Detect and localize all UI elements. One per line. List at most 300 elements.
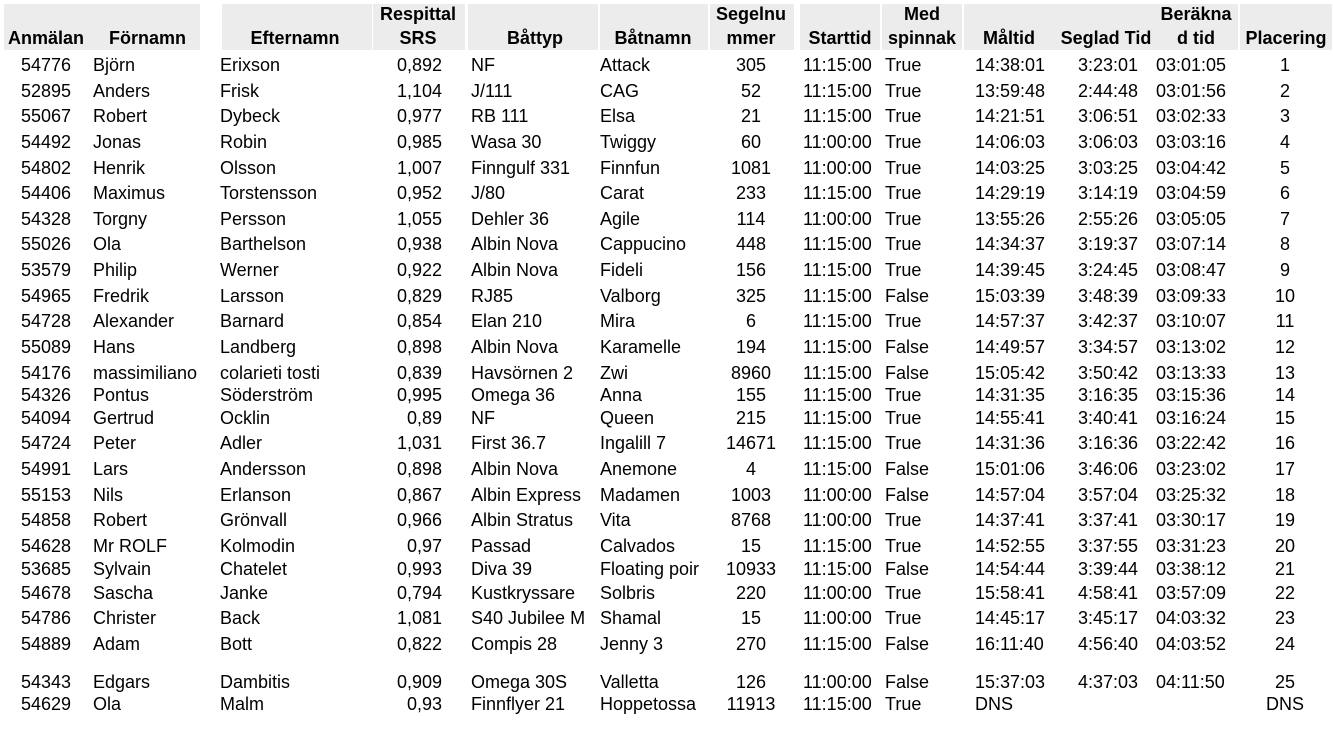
cell-srs: 1,081: [396, 608, 442, 628]
cell-segelnummer: 1081: [730, 158, 772, 178]
cell-starttid: 11:15:00: [803, 363, 872, 383]
cell-batnamn: Twiggy: [600, 132, 657, 152]
cell-spinnaker: False: [885, 459, 930, 479]
cell-efternamn: Dambitis: [220, 672, 291, 692]
cell-fornamn: Björn: [93, 55, 136, 75]
cell-spinnaker: True: [885, 311, 922, 331]
cell-starttid: 11:00:00: [803, 510, 872, 530]
cell-seglad-tid: 3:37:55: [1077, 536, 1138, 556]
cell-segelnummer: 220: [735, 583, 767, 603]
cell-batnamn: Ingalill 7: [600, 433, 667, 453]
cell-battyp: Havsörnen 2: [471, 363, 574, 383]
cell-starttid: 11:15:00: [803, 81, 872, 101]
cell-placering: DNS: [1265, 694, 1304, 714]
cell-srs: 0,952: [396, 183, 442, 203]
cell-maltid: 14:03:25: [975, 158, 1046, 178]
cell-efternamn: Werner: [220, 260, 279, 280]
cell-segelnummer: 52: [740, 81, 762, 101]
cell-starttid: 11:00:00: [803, 158, 872, 178]
cell-batnamn: CAG: [600, 81, 640, 101]
cell-battyp: NF: [471, 408, 495, 428]
table-row: [0, 54, 1333, 76]
cell-seglad-tid: 3:46:06: [1077, 459, 1138, 479]
cell-segelnummer: 126: [735, 672, 767, 692]
cell-placering: 4: [1279, 132, 1290, 152]
cell-beraknad-tid: 03:04:42: [1156, 158, 1227, 178]
cell-spinnaker: False: [885, 672, 930, 692]
cell-maltid: 14:45:17: [975, 608, 1046, 628]
cell-efternamn: Dybeck: [220, 106, 281, 126]
cell-spinnaker: False: [885, 337, 930, 357]
cell-starttid: 11:15:00: [803, 286, 872, 306]
cell-starttid: 11:00:00: [803, 608, 872, 628]
cell-spinnaker: True: [885, 234, 922, 254]
cell-batnamn: Mira: [600, 311, 635, 331]
table-row: [0, 671, 1333, 693]
cell-seglad-tid: 3:16:36: [1077, 433, 1138, 453]
cell-battyp: Albin Nova: [471, 260, 559, 280]
cell-maltid: 14:29:19: [975, 183, 1046, 203]
cell-batnamn: Floating poir: [600, 559, 700, 579]
cell-spinnaker: True: [885, 158, 922, 178]
cell-battyp: Finnflyer 21: [471, 694, 566, 714]
cell-batnamn: Anna: [600, 385, 643, 405]
cell-fornamn: Adam: [93, 634, 141, 654]
cell-maltid: 14:37:41: [975, 510, 1046, 530]
cell-placering: 5: [1279, 158, 1290, 178]
cell-srs: 0,995: [396, 385, 442, 405]
cell-fornamn: Edgars: [93, 672, 151, 692]
cell-efternamn: colarieti tosti: [220, 363, 321, 383]
cell-anmalan: 54991: [20, 459, 72, 479]
cell-batnamn: Elsa: [600, 106, 636, 126]
cell-anmalan: 53685: [20, 559, 72, 579]
cell-placering: 15: [1274, 408, 1296, 428]
cell-starttid: 11:15:00: [803, 459, 872, 479]
cell-starttid: 11:00:00: [803, 485, 872, 505]
header-spinnaker-top: Med: [904, 4, 940, 24]
cell-seglad-tid: 3:50:42: [1077, 363, 1138, 383]
cell-beraknad-tid: 03:01:05: [1156, 55, 1227, 75]
cell-seglad-tid: 3:03:25: [1077, 158, 1138, 178]
cell-segelnummer: 1003: [730, 485, 772, 505]
cell-segelnummer: 11913: [726, 694, 776, 714]
cell-spinnaker: True: [885, 608, 922, 628]
cell-battyp: J/111: [471, 81, 513, 101]
table-row: [0, 432, 1333, 454]
cell-seglad-tid: 3:14:19: [1077, 183, 1138, 203]
table-row: [0, 157, 1333, 179]
cell-starttid: 11:15:00: [803, 694, 872, 714]
cell-efternamn: Olsson: [220, 158, 277, 178]
cell-anmalan: 54176: [20, 363, 72, 383]
cell-fornamn: Sascha: [93, 583, 154, 603]
cell-placering: 21: [1274, 559, 1296, 579]
cell-anmalan: 54858: [20, 510, 72, 530]
cell-starttid: 11:00:00: [803, 583, 872, 603]
cell-segelnummer: 15: [740, 608, 762, 628]
cell-srs: 0,898: [396, 337, 442, 357]
header-srs-bottom: SRS: [399, 28, 437, 48]
cell-fornamn: Christer: [93, 608, 157, 628]
cell-placering: 22: [1274, 583, 1296, 603]
cell-spinnaker: False: [885, 634, 930, 654]
cell-srs: 0,922: [396, 260, 442, 280]
cell-srs: 0,985: [396, 132, 442, 152]
cell-starttid: 11:15:00: [803, 433, 872, 453]
table-row: [0, 407, 1333, 429]
cell-segelnummer: 6: [745, 311, 756, 331]
header-beraknad-tid-bottom: d tid: [1177, 28, 1215, 48]
cell-anmalan: 52895: [20, 81, 72, 101]
cell-spinnaker: False: [885, 286, 930, 306]
table-row: [0, 509, 1333, 531]
cell-seglad-tid: 4:56:40: [1077, 634, 1138, 654]
cell-placering: 2: [1279, 81, 1290, 101]
cell-batnamn: Finnfun: [600, 158, 661, 178]
cell-spinnaker: True: [885, 408, 922, 428]
header-srs-top: Respittal: [379, 4, 457, 24]
cell-maltid: 15:37:03: [975, 672, 1046, 692]
cell-srs: 0,867: [396, 485, 442, 505]
cell-seglad-tid: 3:06:51: [1077, 106, 1138, 126]
cell-srs: 1,007: [396, 158, 442, 178]
cell-seglad-tid: 4:58:41: [1077, 583, 1138, 603]
cell-batnamn: Attack: [600, 55, 651, 75]
cell-efternamn: Barnard: [220, 311, 285, 331]
cell-segelnummer: 4: [745, 459, 756, 479]
header-row: [0, 0, 1333, 52]
cell-fornamn: Mr ROLF: [93, 536, 167, 556]
cell-battyp: J/80: [471, 183, 506, 203]
cell-fornamn: Anders: [93, 81, 151, 101]
table-row: [0, 259, 1333, 281]
table-row: [0, 182, 1333, 204]
cell-placering: 10: [1274, 286, 1296, 306]
cell-battyp: RJ85: [471, 286, 514, 306]
table-row: [0, 582, 1333, 604]
cell-beraknad-tid: 03:22:42: [1156, 433, 1227, 453]
cell-fornamn: Robert: [93, 106, 148, 126]
cell-srs: 1,055: [396, 209, 442, 229]
cell-anmalan: 54724: [20, 433, 72, 453]
cell-maltid: 14:39:45: [975, 260, 1046, 280]
cell-maltid: 14:49:57: [975, 337, 1046, 357]
cell-placering: 17: [1274, 459, 1296, 479]
cell-maltid: 16:11:40: [975, 634, 1044, 654]
table-row: [0, 362, 1333, 384]
cell-batnamn: Queen: [600, 408, 655, 428]
cell-batnamn: Hoppetossa: [600, 694, 697, 714]
cell-maltid: 15:05:42: [975, 363, 1046, 383]
cell-spinnaker: True: [885, 55, 922, 75]
cell-fornamn: Lars: [93, 459, 129, 479]
cell-battyp: Omega 30S: [471, 672, 568, 692]
header-anmalan-bottom: Anmälan: [7, 28, 85, 48]
cell-beraknad-tid: 03:05:05: [1156, 209, 1227, 229]
cell-efternamn: Larsson: [220, 286, 285, 306]
cell-batnamn: Vita: [600, 510, 631, 530]
cell-seglad-tid: 2:44:48: [1077, 81, 1138, 101]
table-row: [0, 233, 1333, 255]
cell-segelnummer: 156: [735, 260, 767, 280]
cell-beraknad-tid: 03:02:33: [1156, 106, 1227, 126]
cell-placering: 8: [1279, 234, 1290, 254]
cell-srs: 0,898: [396, 459, 442, 479]
cell-efternamn: Janke: [220, 583, 269, 603]
cell-fornamn: Ola: [93, 234, 122, 254]
header-starttid-bottom: Starttid: [808, 28, 872, 48]
cell-placering: 20: [1274, 536, 1296, 556]
cell-placering: 7: [1279, 209, 1290, 229]
cell-maltid: 14:57:37: [975, 311, 1046, 331]
cell-battyp: Omega 36: [471, 385, 556, 405]
cell-efternamn: Grönvall: [220, 510, 288, 530]
cell-efternamn: Robin: [220, 132, 268, 152]
cell-fornamn: Henrik: [93, 158, 146, 178]
cell-battyp: Passad: [471, 536, 532, 556]
cell-segelnummer: 21: [740, 106, 762, 126]
cell-efternamn: Kolmodin: [220, 536, 296, 556]
cell-beraknad-tid: 03:31:23: [1156, 536, 1227, 556]
cell-placering: 18: [1274, 485, 1296, 505]
cell-batnamn: Zwi: [600, 363, 628, 383]
cell-anmalan: 54094: [20, 408, 72, 428]
cell-spinnaker: False: [885, 559, 930, 579]
table-row: [0, 336, 1333, 358]
cell-maltid: 14:06:03: [975, 132, 1046, 152]
cell-efternamn: Söderström: [220, 385, 314, 405]
cell-starttid: 11:00:00: [803, 209, 872, 229]
table-row: [0, 285, 1333, 307]
cell-maltid: 13:55:26: [975, 209, 1046, 229]
cell-placering: 25: [1274, 672, 1296, 692]
table-row: [0, 384, 1333, 406]
cell-segelnummer: 15: [740, 536, 762, 556]
cell-anmalan: 55089: [20, 337, 72, 357]
cell-srs: 0,977: [396, 106, 442, 126]
cell-starttid: 11:15:00: [803, 183, 872, 203]
header-fornamn-bottom: Förnamn: [108, 28, 186, 48]
cell-efternamn: Landberg: [220, 337, 297, 357]
cell-spinnaker: True: [885, 583, 922, 603]
cell-anmalan: 54678: [20, 583, 72, 603]
cell-placering: 13: [1274, 363, 1296, 383]
cell-segelnummer: 270: [735, 634, 767, 654]
cell-efternamn: Adler: [220, 433, 263, 453]
table-row: [0, 131, 1333, 153]
cell-beraknad-tid: 03:10:07: [1156, 311, 1227, 331]
cell-maltid: 15:03:39: [975, 286, 1046, 306]
cell-fornamn: Alexander: [93, 311, 175, 331]
table-row: [0, 208, 1333, 230]
cell-spinnaker: True: [885, 81, 922, 101]
cell-srs: 0,966: [396, 510, 442, 530]
cell-anmalan: 54802: [20, 158, 72, 178]
cell-beraknad-tid: 03:57:09: [1156, 583, 1227, 603]
cell-seglad-tid: 3:19:37: [1077, 234, 1138, 254]
cell-battyp: Compis 28: [471, 634, 558, 654]
cell-srs: 0,794: [396, 583, 442, 603]
cell-starttid: 11:15:00: [803, 106, 872, 126]
cell-anmalan: 54492: [20, 132, 72, 152]
cell-segelnummer: 8960: [730, 363, 772, 383]
cell-batnamn: Calvados: [600, 536, 676, 556]
cell-spinnaker: False: [885, 363, 930, 383]
cell-efternamn: Back: [220, 608, 261, 628]
cell-batnamn: Madamen: [600, 485, 681, 505]
cell-seglad-tid: 3:24:45: [1077, 260, 1138, 280]
cell-seglad-tid: 3:34:57: [1077, 337, 1138, 357]
cell-starttid: 11:15:00: [803, 234, 872, 254]
header-battyp-bottom: Båttyp: [506, 28, 563, 48]
cell-efternamn: Erixson: [220, 55, 281, 75]
cell-srs: 0,89: [406, 408, 442, 428]
cell-srs: 0,854: [396, 311, 442, 331]
cell-beraknad-tid: 03:16:24: [1156, 408, 1227, 428]
cell-batnamn: Carat: [600, 183, 645, 203]
cell-starttid: 11:00:00: [803, 132, 872, 152]
cell-seglad-tid: 3:48:39: [1077, 286, 1138, 306]
header-beraknad-tid-top: Beräkna: [1160, 4, 1232, 24]
cell-segelnummer: 305: [735, 55, 767, 75]
cell-starttid: 11:15:00: [803, 311, 872, 331]
cell-fornamn: Philip: [93, 260, 138, 280]
cell-srs: 0,839: [396, 363, 442, 383]
cell-segelnummer: 10933: [725, 559, 777, 579]
cell-beraknad-tid: 03:23:02: [1156, 459, 1227, 479]
cell-beraknad-tid: 03:07:14: [1156, 234, 1227, 254]
cell-starttid: 11:00:00: [803, 672, 872, 692]
header-segelnummer-top: Segelnu: [715, 4, 786, 24]
cell-maltid: 14:34:37: [975, 234, 1046, 254]
cell-fornamn: Ola: [93, 694, 122, 714]
cell-starttid: 11:15:00: [803, 337, 872, 357]
cell-battyp: Albin Nova: [471, 234, 559, 254]
cell-starttid: 11:15:00: [803, 260, 872, 280]
header-placering-bottom: Placering: [1245, 28, 1327, 48]
cell-battyp: Albin Express: [471, 485, 582, 505]
header-batnamn-bottom: Båtnamn: [614, 28, 692, 48]
table-row: [0, 458, 1333, 480]
cell-beraknad-tid: 03:15:36: [1156, 385, 1227, 405]
cell-seglad-tid: 2:55:26: [1077, 209, 1138, 229]
cell-battyp: Elan 210: [471, 311, 543, 331]
cell-maltid: 14:57:04: [975, 485, 1046, 505]
cell-anmalan: 54628: [20, 536, 72, 556]
cell-placering: 19: [1274, 510, 1296, 530]
cell-efternamn: Barthelson: [220, 234, 307, 254]
cell-batnamn: Jenny 3: [600, 634, 664, 654]
cell-battyp: First 36.7: [471, 433, 547, 453]
cell-beraknad-tid: 03:13:02: [1156, 337, 1227, 357]
cell-placering: 3: [1279, 106, 1290, 126]
cell-placering: 11: [1275, 311, 1295, 331]
cell-maltid: 14:21:51: [975, 106, 1046, 126]
cell-battyp: RB 111: [471, 106, 529, 126]
cell-spinnaker: True: [885, 385, 922, 405]
cell-fornamn: Gertrud: [93, 408, 155, 428]
cell-spinnaker: True: [885, 209, 922, 229]
table-row: [0, 310, 1333, 332]
table-row: [0, 558, 1333, 580]
cell-batnamn: Valletta: [600, 672, 659, 692]
cell-segelnummer: 8768: [730, 510, 772, 530]
cell-fornamn: Sylvain: [93, 559, 152, 579]
cell-fornamn: Torgny: [93, 209, 148, 229]
table-row: [0, 633, 1333, 655]
cell-maltid: 14:31:36: [975, 433, 1046, 453]
cell-efternamn: Frisk: [220, 81, 259, 101]
cell-starttid: 11:15:00: [803, 408, 872, 428]
cell-beraknad-tid: 03:25:32: [1156, 485, 1227, 505]
cell-placering: 24: [1274, 634, 1296, 654]
cell-placering: 14: [1274, 385, 1296, 405]
cell-batnamn: Anemone: [600, 459, 678, 479]
cell-beraknad-tid: 03:08:47: [1156, 260, 1227, 280]
cell-seglad-tid: 3:45:17: [1077, 608, 1138, 628]
cell-maltid: 15:58:41: [975, 583, 1046, 603]
cell-spinnaker: True: [885, 536, 922, 556]
cell-batnamn: Agile: [600, 209, 641, 229]
cell-beraknad-tid: 04:03:32: [1156, 608, 1227, 628]
cell-starttid: 11:15:00: [803, 559, 872, 579]
cell-maltid: 14:38:01: [975, 55, 1046, 75]
cell-spinnaker: True: [885, 510, 922, 530]
cell-efternamn: Ocklin: [220, 408, 271, 428]
cell-seglad-tid: 3:40:41: [1077, 408, 1138, 428]
cell-batnamn: Solbris: [600, 583, 656, 603]
cell-segelnummer: 194: [735, 337, 767, 357]
table-row: [0, 80, 1333, 102]
header-seglad-tid-bottom: Seglad Tid: [1060, 28, 1152, 48]
header-efternamn-bottom: Efternamn: [250, 28, 340, 48]
cell-fornamn: Fredrik: [93, 286, 150, 306]
cell-anmalan: 54343: [20, 672, 72, 692]
cell-fornamn: Jonas: [93, 132, 142, 152]
cell-fornamn: Pontus: [93, 385, 150, 405]
cell-fornamn: Maximus: [93, 183, 166, 203]
cell-anmalan: 54786: [20, 608, 72, 628]
cell-battyp: Kustkryssare: [471, 583, 576, 603]
cell-battyp: Diva 39: [471, 559, 533, 579]
cell-srs: 1,031: [396, 433, 442, 453]
table-row: [0, 105, 1333, 127]
cell-maltid: 13:59:48: [975, 81, 1046, 101]
header-spinnaker-bottom: spinnak: [887, 28, 957, 48]
cell-beraknad-tid: 03:38:12: [1156, 559, 1227, 579]
table-row: [0, 484, 1333, 506]
cell-anmalan: 54728: [20, 311, 72, 331]
cell-fornamn: Peter: [93, 433, 137, 453]
cell-placering: 12: [1274, 337, 1296, 357]
cell-segelnummer: 448: [735, 234, 767, 254]
cell-batnamn: Cappucino: [600, 234, 687, 254]
cell-starttid: 11:15:00: [803, 536, 872, 556]
cell-spinnaker: True: [885, 183, 922, 203]
cell-starttid: 11:15:00: [803, 55, 872, 75]
cell-seglad-tid: 3:42:37: [1077, 311, 1138, 331]
cell-maltid: 14:54:44: [975, 559, 1046, 579]
cell-anmalan: 55026: [20, 234, 72, 254]
cell-beraknad-tid: 03:03:16: [1156, 132, 1227, 152]
cell-anmalan: 54965: [20, 286, 72, 306]
cell-starttid: 11:15:00: [803, 385, 872, 405]
cell-segelnummer: 60: [740, 132, 762, 152]
cell-placering: 16: [1274, 433, 1296, 453]
cell-srs: 0,97: [406, 536, 442, 556]
cell-efternamn: Torstensson: [220, 183, 318, 203]
